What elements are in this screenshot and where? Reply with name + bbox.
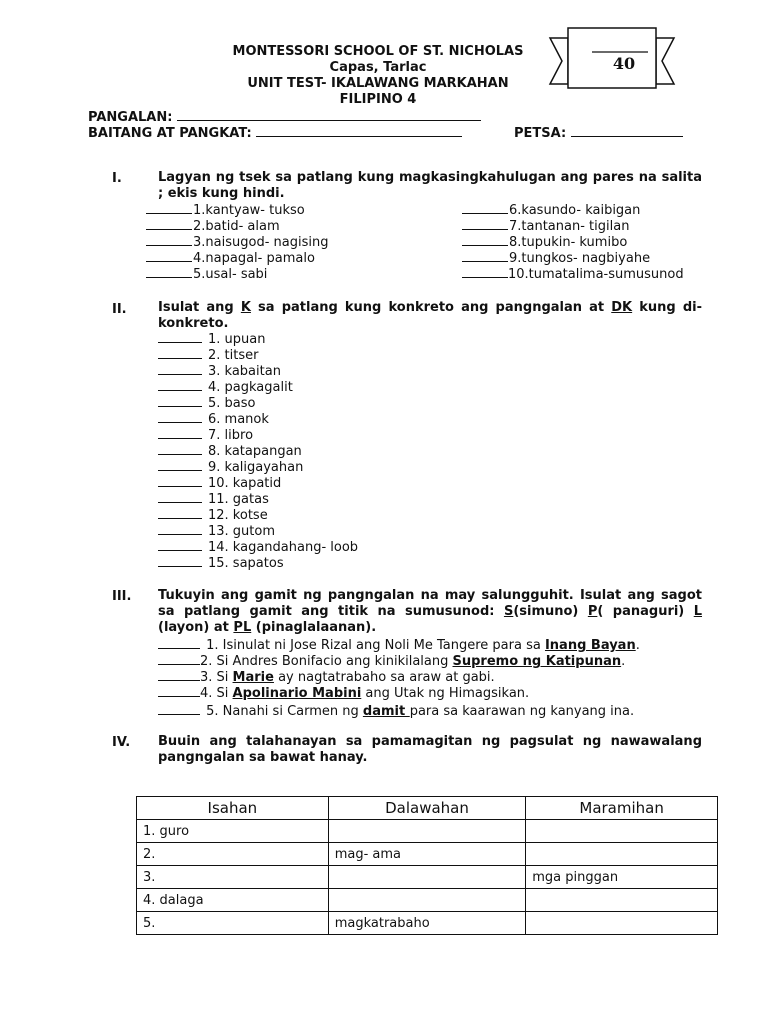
- list-item[interactable]: 5. Nanahi si Carmen ng damit para sa kaarawan ng kanyang ina.: [158, 703, 634, 720]
- grade-field[interactable]: [88, 126, 462, 141]
- table-cell[interactable]: [526, 912, 718, 935]
- school-name: MONTESSORI SCHOOL OF ST. NICHOLAS: [232, 44, 524, 59]
- table-cell[interactable]: 2.: [137, 843, 329, 866]
- list-item[interactable]: 4. Si Apolinario Mabini ang Utak ng Himagsikan.: [158, 685, 529, 702]
- list-item[interactable]: 3. kabaitan: [158, 363, 281, 380]
- table-cell[interactable]: 5.: [137, 912, 329, 935]
- list-item[interactable]: 1. Isinulat ni Jose Rizal ang Noli Me Tangere para sa Inang Bayan.: [158, 637, 640, 654]
- section1-instruction: Lagyan ng tsek sa patlang kung magkasingkahulugan ang pares na salita ; ekis kung hindi.: [158, 170, 702, 201]
- date-field[interactable]: [514, 126, 683, 141]
- list-item[interactable]: 8.tupukin- kumibo: [462, 234, 627, 251]
- section2-instruction: Isulat ang K sa patlang kung konkreto ang pangngalan at DK kung di-konkreto.: [158, 300, 702, 331]
- table-cell[interactable]: [328, 889, 526, 912]
- table-cell[interactable]: [328, 820, 526, 843]
- list-item[interactable]: 5.usal- sabi: [146, 266, 267, 283]
- list-item[interactable]: 1.kantyaw- tukso: [146, 202, 305, 219]
- table-cell[interactable]: [526, 889, 718, 912]
- list-item[interactable]: 9.tungkos- nagbiyahe: [462, 250, 650, 267]
- list-item[interactable]: 3. Si Marie ay nagtatrabaho sa araw at gabi.: [158, 669, 495, 686]
- table-cell[interactable]: [526, 820, 718, 843]
- score-value: 40: [612, 54, 636, 73]
- grade-line[interactable]: [256, 136, 462, 137]
- name-field[interactable]: [88, 110, 481, 125]
- table-cell[interactable]: 1. guro: [137, 820, 329, 843]
- date-label: PETSA:: [514, 126, 567, 141]
- list-item[interactable]: 8. katapangan: [158, 443, 302, 460]
- test-title: UNIT TEST- IKALAWANG MARKAHAN: [247, 76, 509, 91]
- list-item[interactable]: 12. kotse: [158, 507, 268, 524]
- name-line[interactable]: [177, 120, 481, 121]
- section4-instruction: Buuin ang talahanayan sa pamamagitan ng pagsulat ng nawawalang pangngalan sa bawat hanay.: [158, 734, 702, 765]
- list-item[interactable]: 10.tumatalima-sumusunod: [462, 266, 684, 283]
- table-row: [137, 889, 718, 912]
- list-item[interactable]: 13. gutom: [158, 523, 275, 540]
- table-cell[interactable]: mga pinggan: [526, 866, 718, 889]
- table-cell[interactable]: 3.: [137, 866, 329, 889]
- name-label: PANGALAN:: [88, 110, 173, 125]
- section1-number: I.: [112, 171, 122, 186]
- table-cell[interactable]: [328, 866, 526, 889]
- table-row: [137, 820, 718, 843]
- school-address: Capas, Tarlac: [329, 60, 427, 75]
- list-item[interactable]: 11. gatas: [158, 491, 269, 508]
- list-item[interactable]: 2. titser: [158, 347, 258, 364]
- list-item[interactable]: 10. kapatid: [158, 475, 281, 492]
- list-item[interactable]: 1. upuan: [158, 331, 265, 348]
- section3-instruction: Tukuyin ang gamit ng pangngalan na may salungguhit. Isulat ang sagot sa patlang gamit ang titik na sumusunod: S(simuno) P( panaguri) L (layon) at PL (pinaglalaanan).: [158, 588, 703, 635]
- list-item[interactable]: 4. pagkagalit: [158, 379, 293, 396]
- list-item[interactable]: 6.kasundo- kaibigan: [462, 202, 640, 219]
- table-row: [137, 843, 718, 866]
- list-item[interactable]: 7. libro: [158, 427, 253, 444]
- table-cell[interactable]: mag- ama: [328, 843, 526, 866]
- list-item[interactable]: 14. kagandahang- loob: [158, 539, 358, 556]
- table-row: [137, 912, 718, 935]
- section2-number: II.: [112, 302, 127, 317]
- subject-title: FILIPINO 4: [339, 92, 417, 107]
- section3-number: III.: [112, 589, 132, 604]
- list-item[interactable]: 5. baso: [158, 395, 255, 412]
- date-line[interactable]: [571, 136, 683, 137]
- list-item[interactable]: 7.tantanan- tigilan: [462, 218, 629, 235]
- table-header-row: [137, 797, 718, 820]
- list-item[interactable]: 6. manok: [158, 411, 269, 428]
- list-item[interactable]: 15. sapatos: [158, 555, 284, 572]
- table-cell[interactable]: 4. dalaga: [137, 889, 329, 912]
- table-cell[interactable]: magkatrabaho: [328, 912, 526, 935]
- list-item[interactable]: 3.naisugod- nagising: [146, 234, 328, 251]
- list-item[interactable]: 9. kaligayahan: [158, 459, 303, 476]
- list-item[interactable]: 2. Si Andres Bonifacio ang kinikilalang Supremo ng Katipunan.: [158, 653, 625, 670]
- section4-number: IV.: [112, 735, 131, 750]
- list-item[interactable]: 4.napagal- pamalo: [146, 250, 315, 267]
- grade-label: BAITANG AT PANGKAT:: [88, 126, 252, 141]
- noun-table: [136, 796, 718, 935]
- table-cell[interactable]: [526, 843, 718, 866]
- col-header-maramihan: Maramihan: [526, 797, 718, 820]
- col-header-dalawahan: Dalawahan: [328, 797, 526, 820]
- table-row: [137, 866, 718, 889]
- score-badge: [548, 26, 676, 96]
- list-item[interactable]: 2.batid- alam: [146, 218, 280, 235]
- col-header-isahan: Isahan: [137, 797, 329, 820]
